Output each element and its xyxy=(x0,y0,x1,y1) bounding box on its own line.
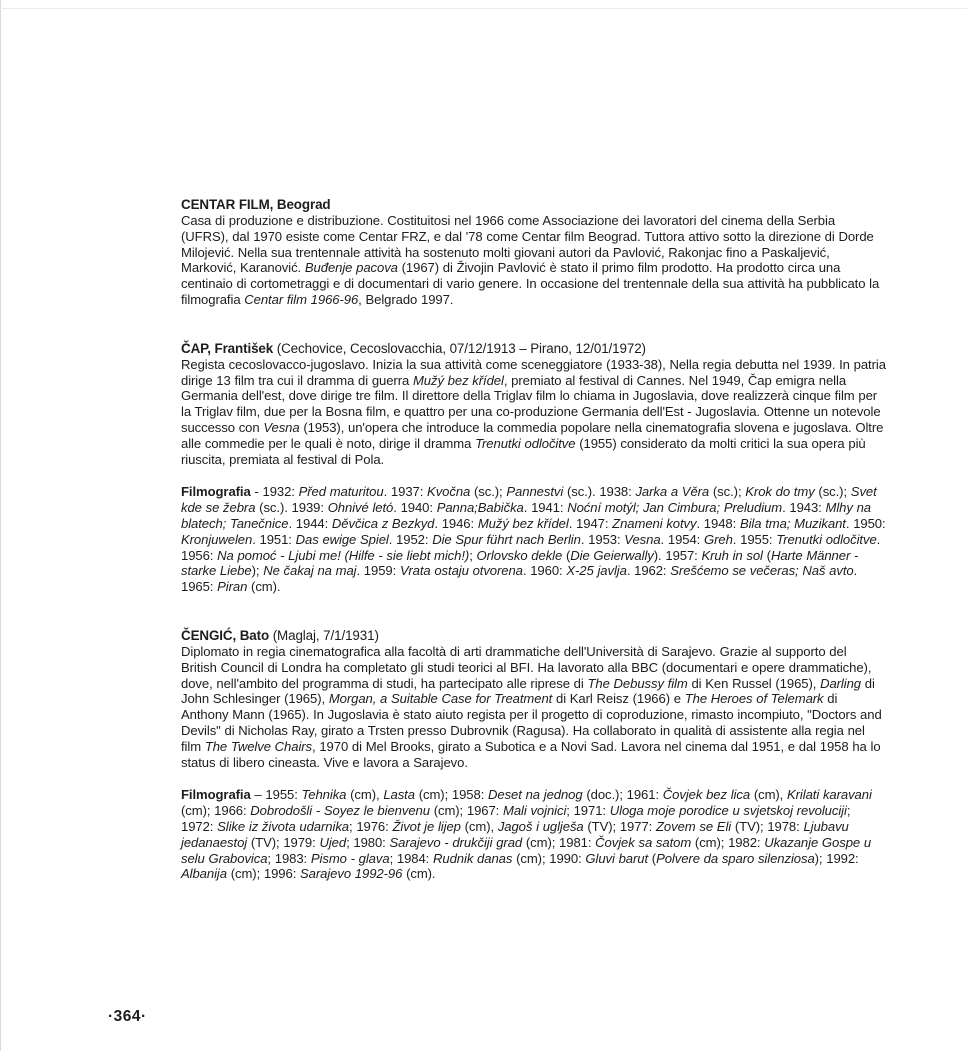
text-run: (cm); 1982: xyxy=(691,834,765,850)
italic-title: Čovjek sa satom xyxy=(595,834,692,850)
entry-title: CENTAR FILM, Beograd xyxy=(181,197,331,212)
text-run: . 1960: xyxy=(522,563,567,579)
italic-title: Polvere da sparo silenziosa xyxy=(656,850,815,866)
italic-title: Mužý bez křídel xyxy=(477,515,569,531)
italic-title: Čovjek bez lica xyxy=(662,787,751,803)
text-run: . 1952: xyxy=(388,531,433,547)
text-run: (1967) di Živojin Pavlović è stato il primo film prodotto. Ha prodotto circa una centinaio di cortometraggi e di documentari di vario genere. In occasione del trentennale della sua attività ha pubblicato la filmografia xyxy=(181,260,880,307)
text-run: (cm), xyxy=(346,787,384,803)
italic-title: Znameni kotvy xyxy=(612,515,697,531)
text-run: . 1940: xyxy=(393,500,437,516)
italic-title: Dobrodošli - Soyez le bienvenu xyxy=(250,803,430,819)
entry-cengic-bato xyxy=(181,628,886,882)
italic-title: Mali vojnici xyxy=(503,803,567,819)
text-run: (cm); 1958: xyxy=(414,787,489,803)
italic-title: Kruh in sol xyxy=(701,547,763,563)
italic-title: Slike iz života udarnika xyxy=(217,818,349,834)
entry-heading xyxy=(181,341,886,357)
italic-title: Piran xyxy=(217,579,248,595)
text-run: . 1944: xyxy=(288,515,332,531)
text-run: ); 1992: xyxy=(814,850,859,866)
filmography-label: Filmografia xyxy=(181,484,251,500)
text-run: (sc.); xyxy=(814,484,851,500)
text-run: . 1946: xyxy=(434,515,478,531)
italic-title: Jarka a Věra xyxy=(635,484,710,500)
italic-title: Panna;Babička xyxy=(436,500,524,516)
italic-title: Noćní motýl; Jan Cimbura; Preludium xyxy=(567,500,783,516)
italic-title: Mlhy na blatech; Tanečnice xyxy=(181,500,872,531)
italic-title: Jagoš i uglješa xyxy=(497,818,584,834)
text-run: . 1955: xyxy=(732,531,777,547)
italic-title: Zovem se Eli xyxy=(655,818,732,834)
text-run: . 1937: xyxy=(383,484,428,500)
entry-body xyxy=(181,644,886,770)
text-run: (TV); 1978: xyxy=(731,818,804,834)
text-run: Regista cecoslovacco-jugoslavo. Inizia la sua attività come sceneggiatore (1933-38), Nella regia debutta nel 1939. In patria dirige 13 film tra cui il dramma di guerra xyxy=(181,356,886,388)
text-run: (sc.); xyxy=(709,484,746,500)
text-run: ; 1984: xyxy=(389,850,434,866)
text-run: . 1965: xyxy=(181,563,858,595)
text-run: (cm), xyxy=(460,818,498,834)
italic-title: Centar film 1966-96 xyxy=(244,291,359,307)
text-run: . 1959: xyxy=(356,563,400,579)
italic-title: Vrata ostaju otvorena xyxy=(399,563,523,579)
text-run: , Belgrado 1997. xyxy=(358,291,454,307)
italic-title: Rudnik danas xyxy=(433,850,513,866)
page-number: ·364· xyxy=(108,1008,147,1025)
text-run: (TV); 1977: xyxy=(583,818,656,834)
text-run: . 1951: xyxy=(252,531,296,547)
text-run: (cm). xyxy=(402,866,436,882)
italic-title: Na pomoć - Ljubi me! (Hilfe - sie liebt mich!) xyxy=(217,547,470,563)
entry-body xyxy=(181,213,886,308)
italic-title: Tehnika xyxy=(301,787,347,803)
italic-title: Ne čakaj na maj xyxy=(263,563,357,579)
text-run: ; 1980: xyxy=(346,834,390,850)
italic-title: Pannestvi xyxy=(506,484,564,500)
italic-title: Ljubavu jedanaestoj xyxy=(181,818,849,850)
italic-title: Darling xyxy=(820,675,861,691)
italic-title: Mužý bez křídel xyxy=(412,372,504,388)
italic-title: Orlovsko dekle xyxy=(476,547,563,563)
italic-title: Pismo - glava xyxy=(310,850,390,866)
italic-title: Gluvi barut xyxy=(585,850,649,866)
text-run: (cm), xyxy=(750,787,787,803)
entry-heading xyxy=(181,197,886,213)
text-run: di John Schlesinger (1965), xyxy=(181,675,875,707)
entry-filmography xyxy=(181,484,886,595)
filmography-label: Filmografia xyxy=(181,787,251,803)
italic-title: Před maturitou xyxy=(298,484,384,500)
entry-heading xyxy=(181,628,886,644)
italic-title: Bila tma; Muzikant xyxy=(739,515,846,531)
text-run: . 1948: xyxy=(696,515,740,531)
text-run: ; 1976: xyxy=(349,818,393,834)
text-run: (sc.). 1938: xyxy=(563,484,636,500)
italic-title: Děvčica z Bezkyd xyxy=(331,515,435,531)
italic-title: Ujed xyxy=(319,834,347,850)
filmography-list xyxy=(181,484,886,594)
text-run: (cm). xyxy=(247,579,281,595)
italic-title: The Heroes of Telemark xyxy=(684,691,824,707)
entry-cap-frantisek xyxy=(181,341,886,595)
entry-title: ČENGIĆ, Bato xyxy=(181,627,270,643)
text-run: . 1953: xyxy=(580,531,625,547)
entry-birth-info: (Cechovice, Cecoslovacchia, 07/12/1913 – Pirano, 12/01/1972) xyxy=(273,340,646,356)
entry-birth-info: (Maglaj, 7/1/1931) xyxy=(269,627,379,643)
text-run: (cm); 1990: xyxy=(512,850,586,866)
text-run: , 1970 di Mel Brooks, girato a Subotica e a Novi Sad. Lavora nel cinema dal 1951, e dal 1958 ha lo status di libero cineasta. Vive e lavora a Sarajevo. xyxy=(181,738,881,770)
italic-title: Krok do tmy xyxy=(745,484,815,500)
text-run: (TV); 1979: xyxy=(247,834,320,850)
entry-filmography xyxy=(181,787,886,882)
text-run: (doc.); 1961: xyxy=(582,787,663,803)
italic-title: Trenutki odločitve xyxy=(475,435,576,451)
text-run: . 1954: xyxy=(660,531,704,547)
text-run: (cm); 1966: xyxy=(181,803,251,819)
text-run: di Karl Reisz (1966) e xyxy=(552,691,685,707)
text-run: Casa di produzione e distribuzione. Costituitosi nel 1966 come Associazione dei lavoratori del cinema della Serbia (UFRS), dal 1970 esiste come Centar FRZ, e dal '78 come Centar film Beograd. Tuttora attivo sotto la direzione di Dorde Milojević. Nella sua trentennale attività ha sostenuto molti giovani autori da Pavlović, Rakonjac fino a Paskaljević, Marković, Karanović. xyxy=(181,213,874,276)
text-run: di Anthony Mann (1965). In Jugoslavia è stato aiuto regista per il progetto di coproduzione, rimasto incompiuto, "Doctors and Devils" di Nicholas Ray, girato a Trsten presso Dubrovnik (Ragusa). Ha collaborato in qualità di assistente alla regia nel film xyxy=(181,691,882,754)
page-content xyxy=(181,197,886,882)
text-run: ( xyxy=(648,850,657,866)
text-run: . 1956: xyxy=(181,531,881,563)
text-run: (cm); 1967: xyxy=(429,803,503,819)
text-run: ; 1972: xyxy=(181,803,851,834)
italic-title: Uloga moje porodice u svjetskoj revoluciji xyxy=(609,803,847,819)
text-run: (sc.). 1939: xyxy=(255,500,328,516)
italic-title: Ohnivé letó xyxy=(327,500,394,516)
text-run: (cm); 1981: xyxy=(522,834,596,850)
italic-title: Ukazanje Gospe u selu Grabovica xyxy=(181,834,872,866)
italic-title: Srešćemo se večeras; Naš avto xyxy=(670,563,854,579)
text-run: . 1943: xyxy=(782,500,826,516)
text-run: (1953), un'opera che introduce la commedia popolare nella cinematografia slovena e jugoslava. Oltre alle commedie per le quali è noto, dirige il dramma xyxy=(181,419,884,451)
filmography-list xyxy=(181,787,872,881)
text-run: . 1941: xyxy=(523,500,568,516)
italic-title: Albanija xyxy=(181,866,227,882)
text-run: ; xyxy=(469,547,477,563)
text-run: ; 1983: xyxy=(267,850,311,866)
text-run: ); xyxy=(251,563,264,579)
text-run: ; 1971: xyxy=(566,803,610,819)
italic-title: Das ewige Spiel xyxy=(295,531,389,547)
italic-title: X-25 javlja xyxy=(566,563,627,579)
text-run: (1955) considerato da molti critici la sua opera più riuscita, premiata al festival di Pola. xyxy=(181,435,866,467)
italic-title: Kronjuwelen xyxy=(181,531,253,547)
text-run: Diplomato in regia cinematografica alla facoltà di arti drammatiche dell'Università di Sarajevo. Grazie al supporto del British Council di Londra ha completato gli studi teorici al BFI. Ha lavorato alla BBC (documentari e opere drammatiche), dove, nell'ambito del programma di studi, ha partecipato alle riprese di xyxy=(181,643,872,691)
italic-title: Buđenje pacova xyxy=(304,260,398,276)
text-run: di Ken Russel (1965), xyxy=(687,675,821,691)
text-run: , premiato al festival di Cannes. Nel 1949, Čap emigra nella Germania dell'est, dove dirige tre film. Il direttore della Triglav film lo chiama in Jugoslavia, dove realizzerà cinque film per la Triglav film, due per la Bosna film, e quattro per una co-produzione Germania dell'Est - Jugoslavia. Ottenne un notevole successo con xyxy=(181,372,881,435)
entry-title: ČAP, František xyxy=(181,340,274,356)
italic-title: Kvočna xyxy=(427,484,471,500)
entry-body xyxy=(181,357,886,468)
italic-title: Die Geierwally xyxy=(570,547,654,563)
text-run: ). 1957: xyxy=(653,547,702,563)
italic-title: Krilati karavani xyxy=(787,787,872,803)
italic-title: Sarajevo 1992-96 xyxy=(300,866,403,882)
italic-title: Deset na jednog xyxy=(488,787,583,803)
text-run: . 1947: xyxy=(568,515,613,531)
italic-title: Harte Männer - starke Liebe xyxy=(181,547,859,579)
italic-title: Greh xyxy=(704,531,733,547)
italic-title: The Debussy film xyxy=(587,675,688,691)
italic-title: Vesna xyxy=(624,531,661,547)
text-run: (cm); 1996: xyxy=(226,866,301,882)
italic-title: Svet kde se žebra xyxy=(181,484,877,516)
italic-title: Trenutki odločitve xyxy=(776,531,877,547)
top-rule xyxy=(0,8,967,9)
text-run: - 1932: xyxy=(250,484,299,500)
italic-title: Die Spur führt nach Berlin xyxy=(432,531,581,547)
italic-title: Vesna xyxy=(263,419,300,435)
text-run: ( xyxy=(762,547,771,563)
italic-title: Život je lijep xyxy=(392,818,461,834)
text-run: . 1962: xyxy=(626,563,671,579)
text-run: ( xyxy=(562,547,571,563)
text-run: . 1950: xyxy=(845,515,886,531)
italic-title: Morgan, a Suitable Case for Treatment xyxy=(328,691,553,707)
italic-title: The Twelve Chairs xyxy=(204,738,313,754)
text-run: – 1955: xyxy=(250,787,302,803)
italic-title: Sarajevo - drukčiji grad xyxy=(389,834,523,850)
italic-title: Lasta xyxy=(383,787,415,803)
entry-centar-film xyxy=(181,197,886,308)
text-run: (sc.); xyxy=(470,484,507,500)
